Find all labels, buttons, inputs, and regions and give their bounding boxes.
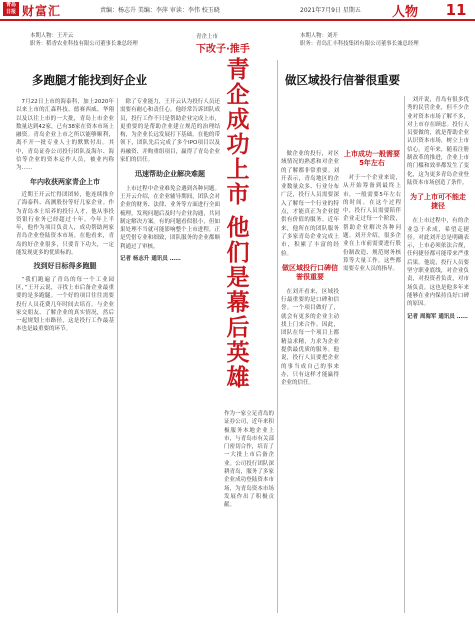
right-profile-name: 本期人物：刘开 [300,33,338,39]
column-divider [117,98,118,613]
right-subhead-2: 上市成功一般需要5年左右 [344,150,400,167]
newspaper-logo [3,2,19,16]
vtitle-char: 上 [226,157,250,183]
vtitle-char: 后 [226,315,250,341]
vertical-feature-title [224,58,252,391]
left-body-1: 近期王开云忙得团团转，他连续推介了海泰科、高测股份等好几家企业。作为青岛本土培养的投行人才，他从事投资银行业务已经超过十年。今年上半年，他作为项目负责人，成功帮助两家青岛企业登陆资本市场。在他看来，青岛的好企业很多，只要肯下功夫，一定能发现更多的优质标的。 [16,191,114,257]
left-profile-name: 本期人物：王开云 [30,33,74,39]
left-body-2: “我们跑遍了青岛的每一个工业园区，”王开云说，寻找上市后备企业最重要的是多跑腿。一个好的项目往往需要投行人员花费几年时间去培育。与企业家交朋友、了解企业的真实情况，然后一起规划上市路径，这是投行工作最基本也是最重要的环节。 [16,276,114,333]
vtitle-char: 是 [226,265,250,291]
left-subhead-1: 年内收获两家青企上市 [30,177,100,186]
editor-credits: 责编：杨志升 美编：李萍 审读：李伟 校玉晓 [100,7,220,14]
masthead-bar [0,0,475,21]
issue-date: 2021年7月9日 星期五 [300,7,361,14]
banner-title: 下改子·推手 [196,44,250,55]
right-body-3: 对于一个企业来说，从开始筹备到最终上市，一般需要5年左右的时间。在这个过程中，投行人员需要陪伴企业走过每一个阶段，帮助企业解决各种问题。刘开介绍，很多企业在上市前需要进行股份制改造、规范财务核算等大量工作，这些都需要专业人员的指导。 [343,175,401,273]
right-byline: 记者 周海军 通讯员 …… [407,313,468,320]
vtitle-char: 他 [226,215,250,241]
right-profile-title: 职务：青岛汇丰科技集团有限公司董事长兼总经理 [300,41,419,47]
vtitle-char: 英 [226,340,250,366]
vtitle-char: 企 [226,82,250,108]
right-headline: 做区域投行信誉很重要 [285,73,400,87]
logo-line-1: 青岛 [5,2,16,8]
left-headline: 多跑腿才能找到好企业 [32,73,147,87]
left-intro: 7月22日上市的海泰科，加上2020年以来上市的汇森科技、德赛西威、华翔以及以往上市的一大批，青岛上市企业数量达到42家，已有38家在资本市场上融资。青岛企业上市之所以能够顺利，离不开一批专业人士的默默付出。其中，青岛证券公司投行团队及海尔、海信等企业的资本运作人员，被业内称为…… [16,99,114,172]
left-byline: 记者 杨志升 通讯员 …… [120,256,181,263]
vtitle-char: 青 [226,57,250,83]
left-subhead-2: 找到好目标得多跑腿 [33,262,97,271]
vtitle-char: 市 [226,182,250,208]
right-body-5: 在上市过程中，有的企业急于求成，希望走捷径。对此刘开总是明确表示，上市必须依法合规，任何捷径都可能带来严重后果。他说，投行人员要坚守职业底线，对企业负责，对投资者负责，对市场负责。这也是他多年来能够在业内保持良好口碑的原因。 [407,218,469,308]
column-divider [404,96,405,613]
left-profile-title: 职务：稻香农业科技有限公司董事长兼总经理 [30,41,138,47]
series-banner [196,32,274,54]
right-subhead-3: 为了上市可不能走捷径 [410,193,466,211]
right-body-4: 刘开说，青岛有很多优秀的民营企业，但不少企业对资本市场了解不多，对上市存在顾虑。投行人员要做的，就是帮助企业认识资本市场，树立上市信心。近年来，随着注册制改革的推进，企业上市的门槛和效率都发生了变化，这为更多青岛企业登陆资本市场创造了条件。 [407,97,469,186]
right-body-2: 在刘开看来，区域投行最重要的是口碑和信誉。一个项目做好了，就会有更多的企业主动找上门来合作。因此，团队在每一个项目上都精益求精，力求为企业提供最优质的服务。他说，投行人员要把企业的事当成自己的事来办，只有这样才能赢得企业的信任。 [281,288,339,387]
left-column-2 [120,98,220,613]
column-title: 财富汇 [22,4,62,18]
banner-kicker: 青企上市 [196,34,219,40]
right-body-1: 做企业的投行，对区域情况的熟悉和对企业的了解都非常重要。刘开表示，青岛地区的企业数量众多、行业分布广泛，投行人员需要深入了解每一个行业的特点，才能真正为企业提供有价值的服务。近年来，他所在的团队服务了多家青岛企业完成上市，积累了丰富的经验。 [281,151,339,257]
vtitle-char: 成 [226,107,250,133]
middle-sidebar-text: 作为一家立足青岛的证券公司，近年来积极服务本地企业上市，与青岛市有关部门密切合作，培育了一大批上市后备企业。公司投行团队深耕青岛，服务了多家企业成功登陆资本市场，为青岛资本市场发展作出了积极贡献。 [224,411,274,509]
left-body-3: 除了专业能力，王开云认为投行人员还需要有耐心和责任心。他经常告诉团队成员，投行工作不只是帮助企业完成上市，更重要的是帮助企业建立规范的治理结构，为企业长远发展打下基础。在他的带领下，团队先后完成了多个IPO项目以及再融资、并购重组项目，赢得了青岛企业家们的信任。 [120,99,220,164]
vtitle-char: 功 [226,132,250,158]
logo-line-2: 日报 [5,9,16,15]
section-name: 人物 [392,5,419,20]
right-subhead-1: 做区域投行口碑信誉很重要 [282,263,338,281]
vtitle-char: 幕 [226,290,250,316]
left-column-1 [16,98,114,613]
page-number: 11 [445,1,467,19]
left-subhead-3: 迅速帮助企业解决难题 [135,170,205,179]
right-column-3 [407,96,469,613]
column-divider [277,60,278,613]
left-profile-note [30,32,180,48]
vtitle-char: 雄 [226,365,250,391]
vtitle-char: 们 [226,240,250,266]
left-body-4: 上市过程中企业难免会遇到各种问题。王开云介绍，在企业辅导期间，团队会对企业的财务、法律、业务等方面进行全面梳理，发现问题后及时与企业沟通，共同制定解决方案。有的问题看似很小，但如果处理不当就可能影响整个上市进程。正是凭借专业和细致，团队服务的企业都顺利通过了审核。 [120,185,220,250]
right-column-2 [343,150,401,613]
right-profile-note [300,32,465,48]
right-column-1 [281,150,339,613]
